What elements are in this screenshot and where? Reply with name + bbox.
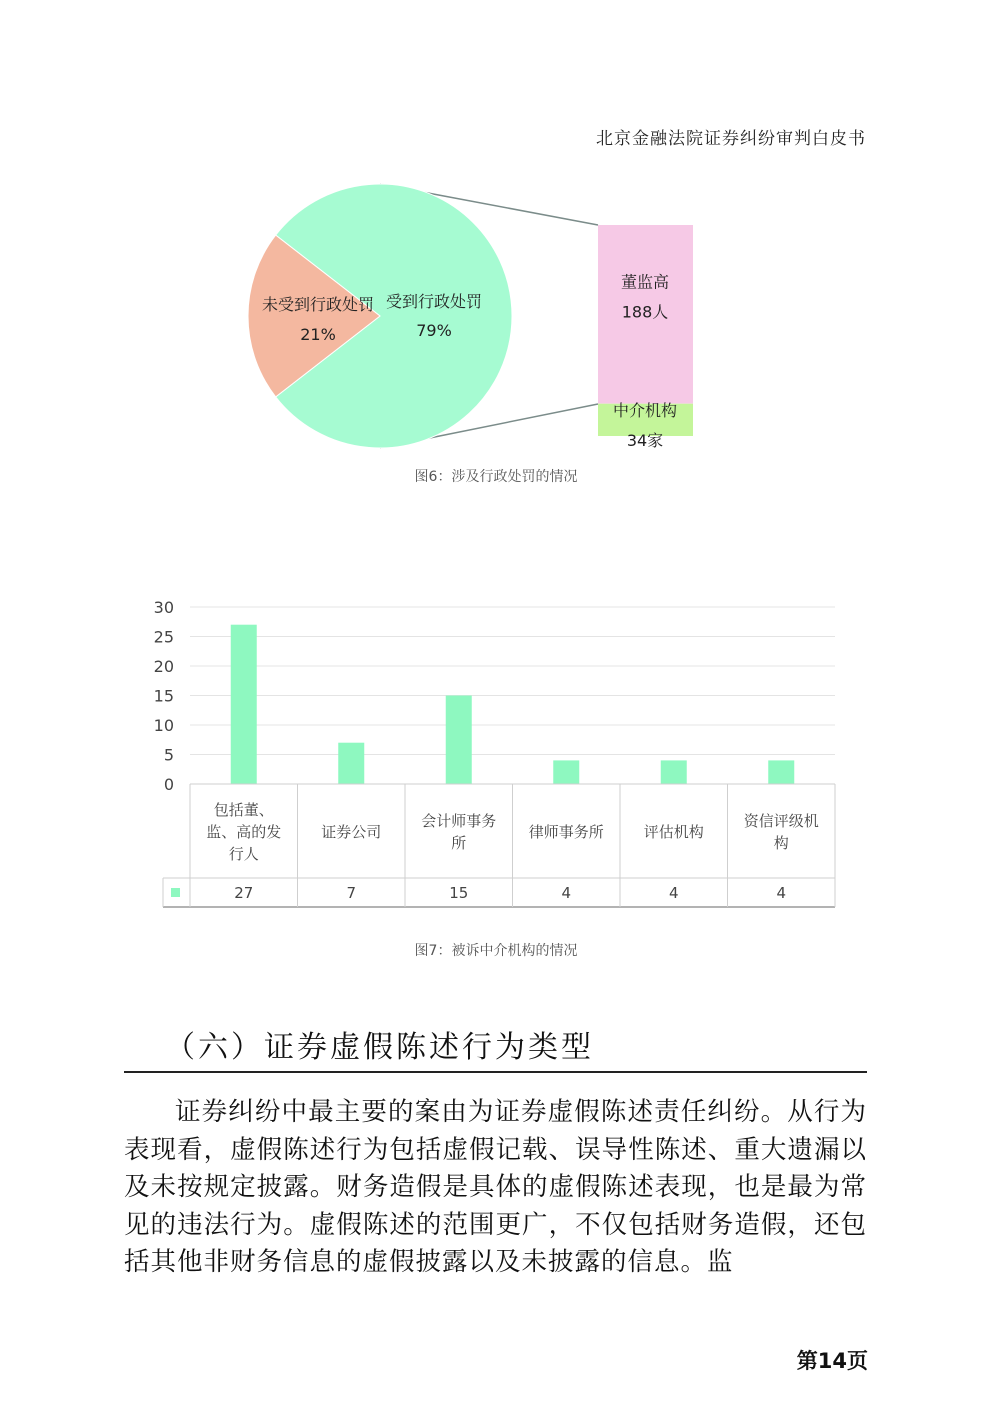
category-label: 包括董、 <box>213 801 274 819</box>
data-value-label: 4 <box>776 884 787 902</box>
figure7-caption: 图7：被诉中介机构的情况 <box>414 943 578 959</box>
breakdown-count-intermediaries: 34家 <box>626 430 664 450</box>
slice-percent-penalized: 79% <box>416 321 452 340</box>
category-label: 律师事务所 <box>528 823 604 841</box>
bar <box>446 696 472 785</box>
bar <box>553 760 579 784</box>
category-label: 证券公司 <box>321 823 382 841</box>
y-tick-label: 15 <box>153 686 174 706</box>
category-label: 会计师事务 <box>421 812 497 830</box>
breakdown-count-executives: 188人 <box>621 302 669 322</box>
figure6-pie-chart <box>0 0 992 470</box>
category-label: 监、高的发 <box>206 823 282 841</box>
figure7-bar-chart <box>0 590 992 930</box>
section-divider <box>124 1071 867 1073</box>
y-tick-label: 0 <box>163 775 174 794</box>
data-value-label: 27 <box>234 884 254 902</box>
data-value-label: 7 <box>346 884 357 902</box>
slice-label-penalized: 受到行政处罚 <box>385 292 483 311</box>
category-label: 资信评级机 <box>743 812 819 830</box>
breakdown-label-intermediaries: 中介机构 <box>612 400 678 420</box>
y-tick-label: 30 <box>153 598 174 617</box>
bar <box>768 760 794 784</box>
y-tick-label: 5 <box>163 745 174 765</box>
figure6-caption: 图6：涉及行政处罚的情况 <box>414 469 578 485</box>
category-label: 构 <box>773 834 789 852</box>
legend-swatch <box>171 888 180 897</box>
running-header: 北京金融法院证券纠纷审判白皮书 <box>596 129 866 149</box>
slice-label-not-penalized: 未受到行政处罚 <box>261 295 375 314</box>
category-label: 所 <box>451 834 467 852</box>
bar <box>661 760 687 784</box>
bar <box>338 743 364 784</box>
category-label: 评估机构 <box>643 823 704 841</box>
category-label: 行人 <box>228 845 259 863</box>
body-paragraph: 证券纠纷中最主要的案由为证券虚假陈述责任纠纷。从行为表现看，虚假陈述行为包括虚假记载、误导性陈述、重大遗漏以及未按规定披露。财务造假是具体的虚假陈述表现，也是最为常见的违法行为。虚假陈述的范围更广，不仅包括财务造假，还包括其他非财务信息的虚假披露以及未披露的信息。监 <box>124 1097 867 1277</box>
y-tick-label: 20 <box>153 657 174 676</box>
data-value-label: 4 <box>561 884 572 902</box>
breakdown-label-executives: 董监高 <box>620 272 670 292</box>
slice-percent-not-penalized: 21% <box>300 325 336 344</box>
page-number: 第14页 <box>796 1349 868 1373</box>
data-value-label: 15 <box>449 884 469 902</box>
section-heading: （六）证券虚假陈述行为类型 <box>165 1030 594 1065</box>
y-tick-label: 25 <box>153 627 174 647</box>
data-value-label: 4 <box>668 884 679 902</box>
bar <box>231 625 257 784</box>
y-tick-label: 10 <box>153 716 174 735</box>
